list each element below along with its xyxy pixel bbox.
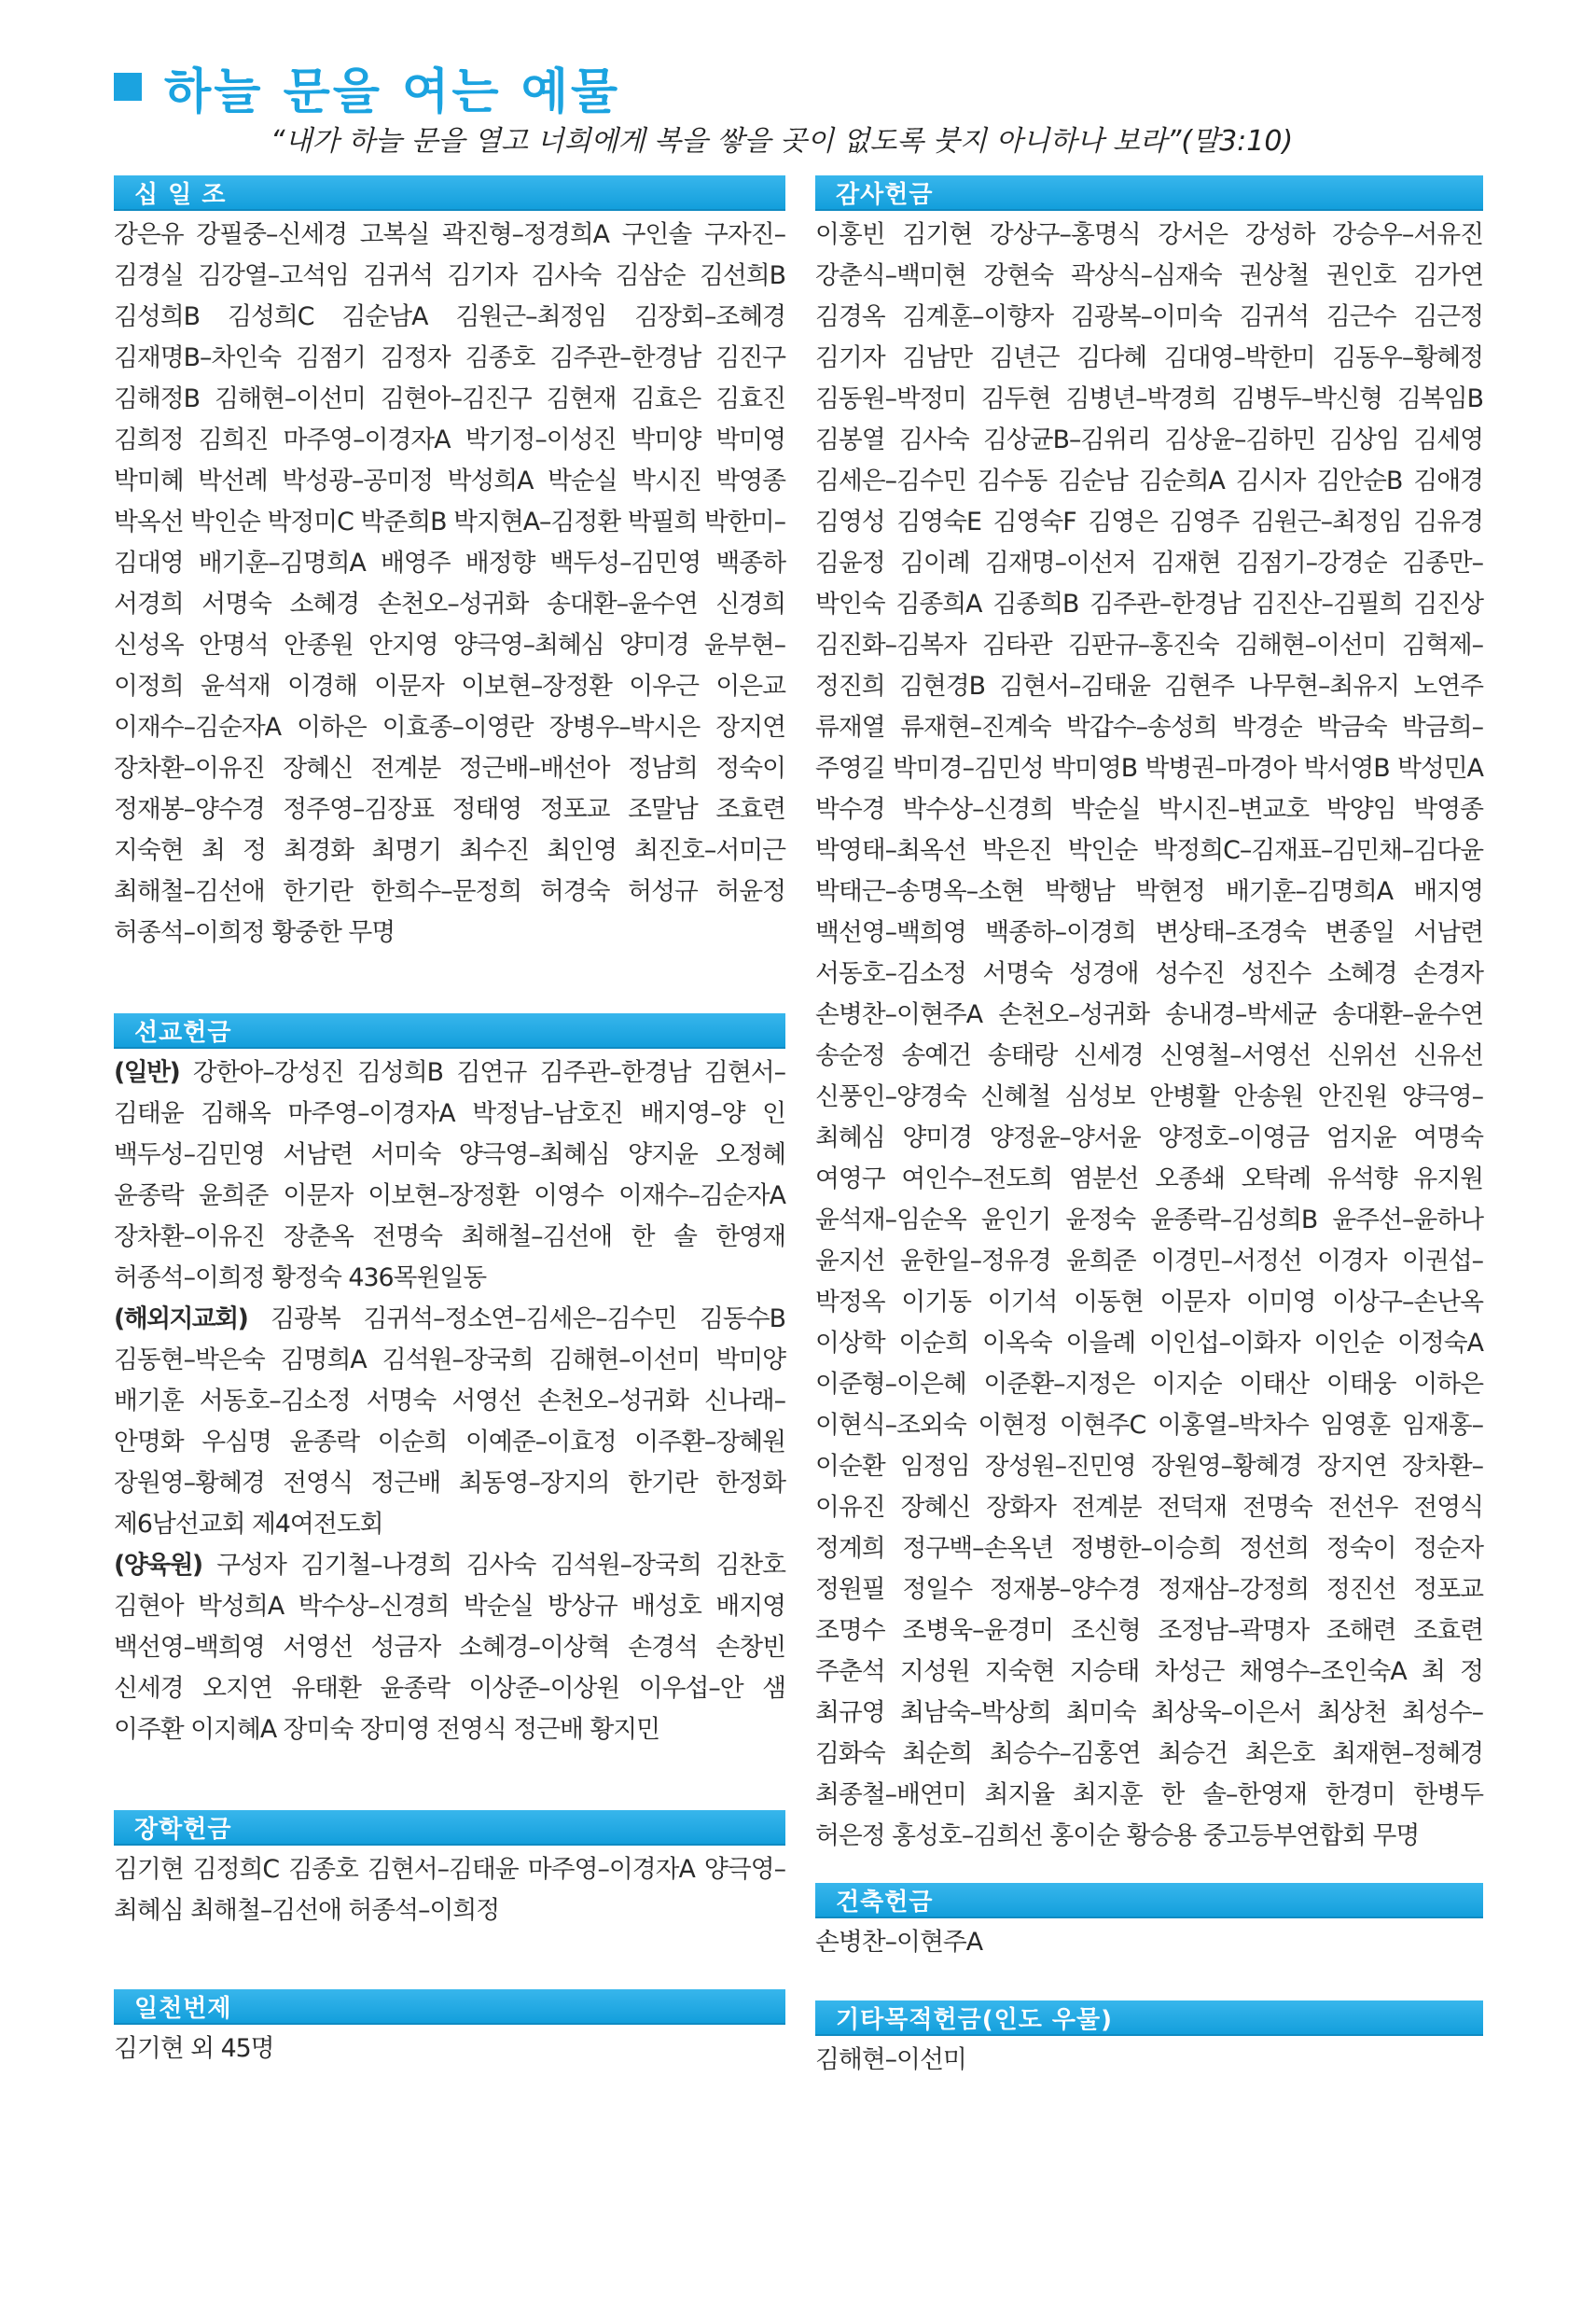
group-donors: 강한아–강성진 김성희B 김연규 김주관–한경남 김현서–김태윤 김해옥 마주영–이경자A 박정남–남호진 배지영–양 인 백두성–김민영 서남련 서미숙 양극영–최혜심 양지윤 오정혜 윤종락 윤희준 이문자 이보현–장정환 이영수 이재수–김순자A 장차환–이유진 장춘옥 전명숙 최해철–김선애 한 솔 한영재 허종석–이희정 황정숙 436목원일동 bbox=[114, 1058, 785, 1292]
section-title: 일천번제 bbox=[134, 1994, 232, 2023]
donor-list: 강은유 강필중–신세경 고복실 곽진형–정경희A 구인솔 구자진–김경실 김강열–고석임 김귀석 김기자 김사숙 김삼순 김선희B 김성희B 김성희C 김순남A 김원근–최정임 김장회–조혜경 김재명B–차인숙 김점기 김정자 김종호 김주관–한경남 김진구 김해정B 김해현–이선미 김현아–김진구 김현재 김효은 김효진 김희정 김희진 마주영–이경자A 박기정–이성진 박미양 박미영 박미혜 박선례 박성광–공미정 박성희A 박순실 박시진 박영종 박옥선 박인순 박정미C 박준희B 박지현A–김정환 박필희 박한미–김대영 배기훈–김명희A 배영주 배정향 백두성–김민영 백종하 서경희 서명숙 소혜경 손천오–성귀화 송대환–윤수연 신경희 신성옥 안명석 안종원 안지영 양극영–최혜심 양미경 윤부현–이정희 윤석재 이경해 이문자 이보현–장정환 이우근 이은교 이재수–김순자A 이하은 이효종–이영란 장병우–박시은 장지연 장차환–이유진 장혜신 전계분 정근배–배선아 정남희 정숙이 정재봉–양수경 정주영–김장표 정태영 정포교 조말남 조효련 지숙현 최 정 최경화 최명기 최수진 최인영 최진호–서미근 최해철–김선애 한기란 한희수–문정희 허경숙 허성규 허윤정 허종석–이희정 황중한 무명 bbox=[114, 220, 785, 947]
section-title: 감사헌금 bbox=[836, 180, 934, 209]
section-other bbox=[815, 2000, 1483, 2081]
right-column bbox=[815, 175, 1483, 2081]
group-donors: 김광복 김귀석–정소연–김세은–김수민 김동수B 김동현–박은숙 김명희A 김석원–장국희 김해현–이선미 박미양 배기훈 서동호–김소정 서명숙 서영선 손천오–성귀화 신나래–안명화 우심명 윤종락 이순희 이예준–이효정 이주환–장혜원 장원영–황혜경 전영식 정근배 최동영–장지의 한기란 한정화 제6남선교회 제4여전도회 bbox=[114, 1304, 785, 1539]
section-building bbox=[815, 1883, 1483, 1963]
donor-list: 김해현–이선미 bbox=[815, 2045, 966, 2074]
group-tag: (해외지교회) bbox=[114, 1304, 248, 1333]
section-header bbox=[114, 1810, 785, 1846]
bible-verse: “내가 하늘 문을 열고 너희에게 복을 쌓을 곳이 없도록 붓지 아니하나 보라”(말3:10) bbox=[271, 125, 1294, 158]
group-tag: (일반) bbox=[114, 1058, 180, 1087]
section-header bbox=[114, 1013, 785, 1049]
section-header bbox=[815, 1883, 1483, 1918]
section-title: 십 일 조 bbox=[134, 180, 227, 209]
donor-list: 손병찬–이현주A bbox=[815, 1928, 983, 1957]
section-thanks bbox=[815, 175, 1483, 1857]
page-title-row bbox=[114, 54, 620, 119]
donor-list: 이홍빈 김기현 강상구–홍명식 강서은 강성하 강승우–서유진 강춘식–백미현 강현숙 곽상식–심재숙 권상철 권인호 김가연 김경옥 김계훈–이향자 김광복–이미숙 김귀석 김근수 김근정 김기자 김남만 김년근 김다혜 김대영–박한미 김동우–황혜정 김동원–박정미 김두현 김병년–박경희 김병두–박신형 김복임B 김봉열 김사숙 김상균B–김위리 김상윤–김하민 김상임 김세영 김세은–김수민 김수동 김순남 김순희A 김시자 김안순B 김애경 김영성 김영숙E 김영숙F 김영은 김영주 김원근–최정임 김유경 김윤정 김이례 김재명–이선저 김재현 김점기–강경순 김종만–박인숙 김종희A 김종희B 김주관–한경남 김진산–김필희 김진상 김진화–김복자 김타관 김판규–홍진숙 김해현–이선미 김혁제–정진희 김현경B 김현서–김태윤 김현주 나무현–최유지 노연주 류재열 류재현–진계숙 박갑수–송성희 박경순 박금숙 박금희–주영길 박미경–김민성 박미영B 박병권–마경아 박서영B 박성민A 박수경 박수상–신경희 박순실 박시진–변교호 박양임 박영종 박영태–최옥선 박은진 박인순 박정희C–김재표–김민채–김다윤 박태근–송명옥–소현 박행남 박현정 배기훈–김명희A 배지영 백선영–백희영 백종하–이경희 변상태–조경숙 변종일 서남련 서동호–김소정 서명숙 성경애 성수진 성진수 소혜경 손경자 손병찬–이현주A 손천오–성귀화 송내경–박세균 송대환–윤수연 송순정 송예건 송태랑 신세경 신영철–서영선 신위선 신유선 신풍인–양경숙 신혜철 심성보 안병활 안송원 안진원 양극영–최혜심 양미경 양정윤–양서윤 양정호–이영금 엄지윤 여명숙 여영구 여인수–전도희 염분선 오종쇄 오탁례 유석향 유지원 윤석재–임순옥 윤인기 윤정숙 윤종락–김성희B 윤주선–윤하나 윤지선 윤한일–정유경 윤희준 이경민–서정선 이경자 이권섭–박정옥 이기동 이기석 이동현 이문자 이미영 이상구–손난옥 이상학 이순희 이옥숙 이을례 이인섭–이화자 이인순 이정숙A 이준형–이은혜 이준환–지정은 이지순 이태산 이태웅 이하은 이현식–조외숙 이현정 이현주C 이홍열–박차수 임영훈 임재홍–이순환 임정임 장성원–진민영 장원영–황혜경 장지연 장차환–이유진 장혜신 장화자 전계분 전덕재 전명숙 전선우 전영식 정계희 정구백–손옥년 정병한–이승희 정선희 정숙이 정순자 정원필 정일수 정재봉–양수경 정재삼–강정희 정진선 정포교 조명수 조병욱–윤경미 조신형 조정남–곽명자 조해련 조효련 주춘석 지성원 지숙현 지승태 차성근 채영수–조인숙A 최 정 최규영 최남숙–박상희 최미숙 최상욱–이은서 최상천 최성수–김화숙 최순희 최승수–김홍연 최승건 최은호 최재현–정혜경 최종철–배연미 최지율 최지훈 한 솔–한영재 한경미 한병두 허은정 홍성호–김희선 홍이순 황승용 중고등부연합회 무명 bbox=[815, 220, 1483, 1850]
donor-list: 김기현 외 45명 bbox=[114, 2034, 274, 2063]
donor-list: 김기현 김정희C 김종호 김현서–김태윤 마주영–이경자A 양극영–최혜심 최해철–김선애 허종석–이희정 bbox=[114, 1855, 785, 1925]
section-title: 선교헌금 bbox=[134, 1018, 232, 1047]
section-tithe bbox=[114, 175, 785, 954]
group-tag: (양육원) bbox=[114, 1551, 202, 1580]
section-firstfruits bbox=[114, 1989, 785, 2070]
section-title: 장학헌금 bbox=[134, 1815, 232, 1844]
section-title: 건축헌금 bbox=[836, 1888, 934, 1917]
section-mission bbox=[114, 1013, 785, 1750]
section-header bbox=[114, 175, 785, 211]
page-title: 하늘 문을 여는 예물 bbox=[164, 63, 621, 120]
group-donors: 구성자 김기철–나경희 김사숙 김석원–장국희 김찬호 김현아 박성희A 박수상–신경희 박순실 방상규 배성호 배지영 백선영–백희영 서영선 성금자 소혜경–이상혁 손경석 손창빈 신세경 오지연 유태환 윤종락 이상준–이상원 이우섭–안 샘 이주환 이지혜A 장미숙 장미영 전영식 정근배 황지민 bbox=[114, 1551, 785, 1744]
section-header bbox=[815, 175, 1483, 211]
section-header bbox=[114, 1989, 785, 2025]
donor-list bbox=[114, 1049, 785, 1750]
left-column bbox=[114, 175, 785, 2070]
section-header bbox=[815, 2000, 1483, 2036]
section-scholarship bbox=[114, 1810, 785, 1931]
title-square-icon bbox=[114, 73, 142, 101]
section-title: 기타목적헌금(인도 우물) bbox=[836, 2005, 1113, 2034]
